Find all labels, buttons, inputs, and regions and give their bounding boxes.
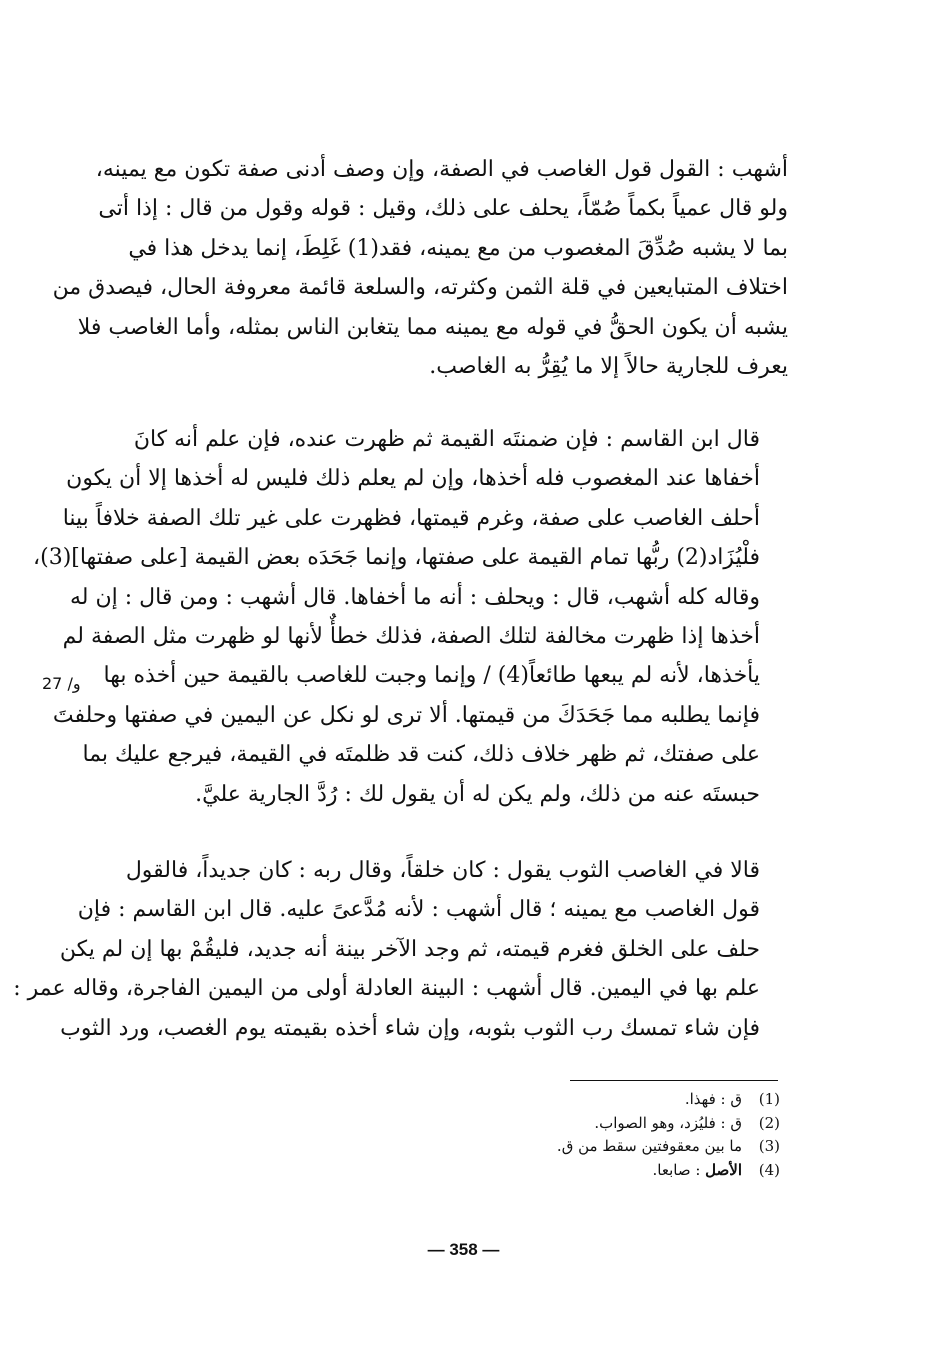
footnote-body: : صابعا.: [652, 1160, 706, 1179]
footnote-number: (3): [758, 1137, 780, 1155]
text-line: حلف على الخلق فغرم قيمته، ثم وجد الآخر بينة أنه جديد، فليقُمْ بها إن لم يكن: [59, 936, 760, 962]
paragraph-1: [52, 150, 788, 386]
text-line: يأخذها، لأنه لم يبعها طائعاً(4) / وإنما وجبت للغاصب بالقيمة حين أخذه بها: [103, 663, 760, 689]
text-line: اختلاف المتبايعين في قلة الثمن وكثرته، والسلعة قائمة معروفة الحال، فيصدق من: [52, 275, 788, 301]
text-line: ولو قال عمياً بكماً صُمّاً، يحلف على ذلك، وقيل : قوله وقول من قال : إذا أتى: [98, 196, 788, 222]
text-line: أحلف الغاصب على صفة، وغرم قيمتها، فظهرت على غير تلك الصفة خلافاً بينا: [62, 505, 760, 531]
footnote-text: ما بين معقوفتين سقط من ق.: [556, 1137, 742, 1155]
text-line: بما لا يشبه صُدِّقَ المغصوب من مع يمينه، فقد(1) غَلِطَ، إنما يدخل هذا في: [128, 235, 788, 261]
marginal-folio-marker: 27 /و: [42, 674, 81, 693]
text-line: على صفتك، ثم ظهر خلاف ذلك، كنت قد ظلمتَه في القيمة، فيرجع عليك بما: [82, 742, 760, 768]
text-line: فلْيُزَاد(2) ربُّها تمام القيمة على صفتها، وإنما جَحَدَه بعض القيمة [على صفتها](3)،: [33, 545, 760, 571]
text-line: فإن شاء تمسك رب الثوب بثوبه، وإن شاء أخذه بقيمته يوم الغصب، ورد الثوب: [60, 1015, 760, 1041]
text-line: حبستَه عنه من ذلك، ولم يكن له أن يقول لك : رُدَّ الجارية عليَّ.: [195, 781, 760, 807]
text-line: وقاله كله أشهب، قال : ويحلف : أنه ما أخفاها. قال أشهب : ومن قال : إن له: [69, 584, 760, 610]
footnote-label: الأصل: [705, 1160, 742, 1179]
text-line: يعرف للجارية حالاً إلا ما يُقِرُّ به الغاصب.: [429, 354, 788, 380]
footnote-3: [420, 1135, 780, 1159]
text-line: قول الغاصب مع يمينه ؛ قال أشهب : لأنه مُدَّعىً عليه. قال ابن القاسم : فإن: [77, 897, 760, 923]
text-line: قالا في الغاصب الثوب يقول : كان خلقاً، وقال ربه : كان جديداً، فالقول: [125, 858, 760, 883]
text-line: قال ابن القاسم : فإن ضمنتَه القيمة ثم ظهرت عنده، فإن علم أنه كانَ: [133, 427, 760, 452]
footnote-number: (2): [758, 1113, 780, 1132]
page-number: — 358 —: [427, 1240, 500, 1259]
footnote-text: ق : فليُزد، وهو الصواب.: [594, 1113, 742, 1132]
footnote-divider: [570, 1080, 778, 1081]
text-line: أشهب : القول قول الغاصب في الصفة، وإن وصف أدنى صفة تكون مع يمينه،: [95, 157, 788, 182]
footnote-2: [420, 1112, 780, 1136]
footnote-text: [653, 1159, 742, 1183]
footnote-number: (4): [758, 1160, 780, 1179]
footnote-4: [420, 1159, 780, 1183]
text-line: فإنما يطلبه مما جَحَدَكَ من قيمتها. ألا ترى لو نكل عن اليمين في صفتها وحلفتَ: [52, 702, 760, 728]
text-line: يشبه أن يكون الحقُّ في قوله مع يمينه مما يتغابن الناس بمثله، وأما الغاصب فلا: [77, 314, 788, 340]
footnote-number: (1): [758, 1090, 780, 1108]
footnote-1: [420, 1088, 780, 1112]
text-line: أخذها إذا ظهرت مخالفة لتلك الصفة، فذلك خطأٌ لأنها لو ظهرت مثل الصفة لم: [62, 624, 760, 650]
paragraph-3: [13, 851, 788, 1048]
text-line: علم بها في اليمين. قال أشهب : البينة العادلة أولى من اليمين الفاجرة، وقاله عمر :: [13, 976, 760, 1002]
text-line: أخفاها عند المغصوب فله أخذها، وإن لم يعلم ذلك فليس له أخذها إلا أن يكون: [66, 466, 760, 492]
footnotes: [420, 1088, 780, 1182]
footnote-text: ق : فهذا.: [684, 1090, 742, 1108]
